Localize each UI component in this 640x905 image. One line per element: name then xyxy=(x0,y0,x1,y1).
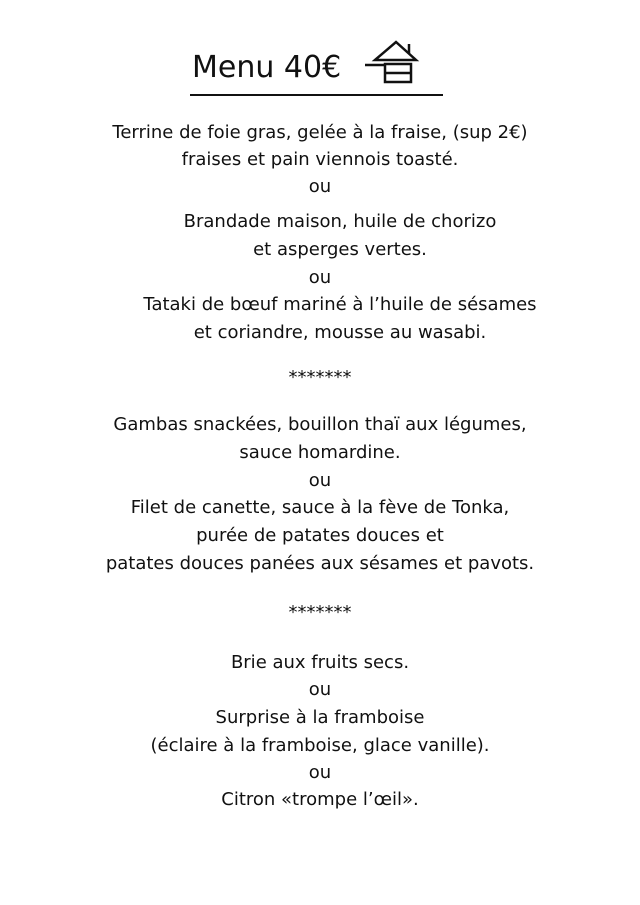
menu-header xyxy=(190,48,443,96)
starter-line: Terrine de foie gras, gelée à la fraise, (sup 2€) xyxy=(112,122,528,143)
separator: ******* xyxy=(288,602,352,623)
or-text: ou xyxy=(308,679,332,700)
or-text: ou xyxy=(308,470,332,491)
dessert-line: Citron «trompe l’œil». xyxy=(221,789,419,810)
or-text: ou xyxy=(308,762,332,783)
dessert-line: Surprise à la framboise xyxy=(215,707,425,728)
starter-line: et coriandre, mousse au wasabi. xyxy=(193,322,487,343)
or-text: ou xyxy=(308,176,332,197)
starter-line: Tataki de bœuf mariné à l’huile de sésames xyxy=(143,294,537,315)
main-line: purée de patates douces et xyxy=(196,525,444,546)
main-line: Filet de canette, sauce à la fève de Tonka, xyxy=(130,497,510,518)
main-line: sauce homardine. xyxy=(239,442,401,463)
starter-line: fraises et pain viennois toasté. xyxy=(181,149,459,170)
dessert-line: Brie aux fruits secs. xyxy=(230,652,410,673)
starter-line: Brandade maison, huile de chorizo xyxy=(183,211,497,232)
house-icon xyxy=(365,40,427,84)
dessert-line: (éclaire à la framboise, glace vanille). xyxy=(150,735,490,756)
starter-line: et asperges vertes. xyxy=(253,239,427,260)
separator: ******* xyxy=(288,367,352,388)
main-line: patates douces panées aux sésames et pavots. xyxy=(105,553,535,574)
main-line: Gambas snackées, bouillon thaï aux légumes, xyxy=(113,414,527,435)
or-text: ou xyxy=(308,267,332,288)
page-title: Menu 40€ xyxy=(192,50,342,85)
